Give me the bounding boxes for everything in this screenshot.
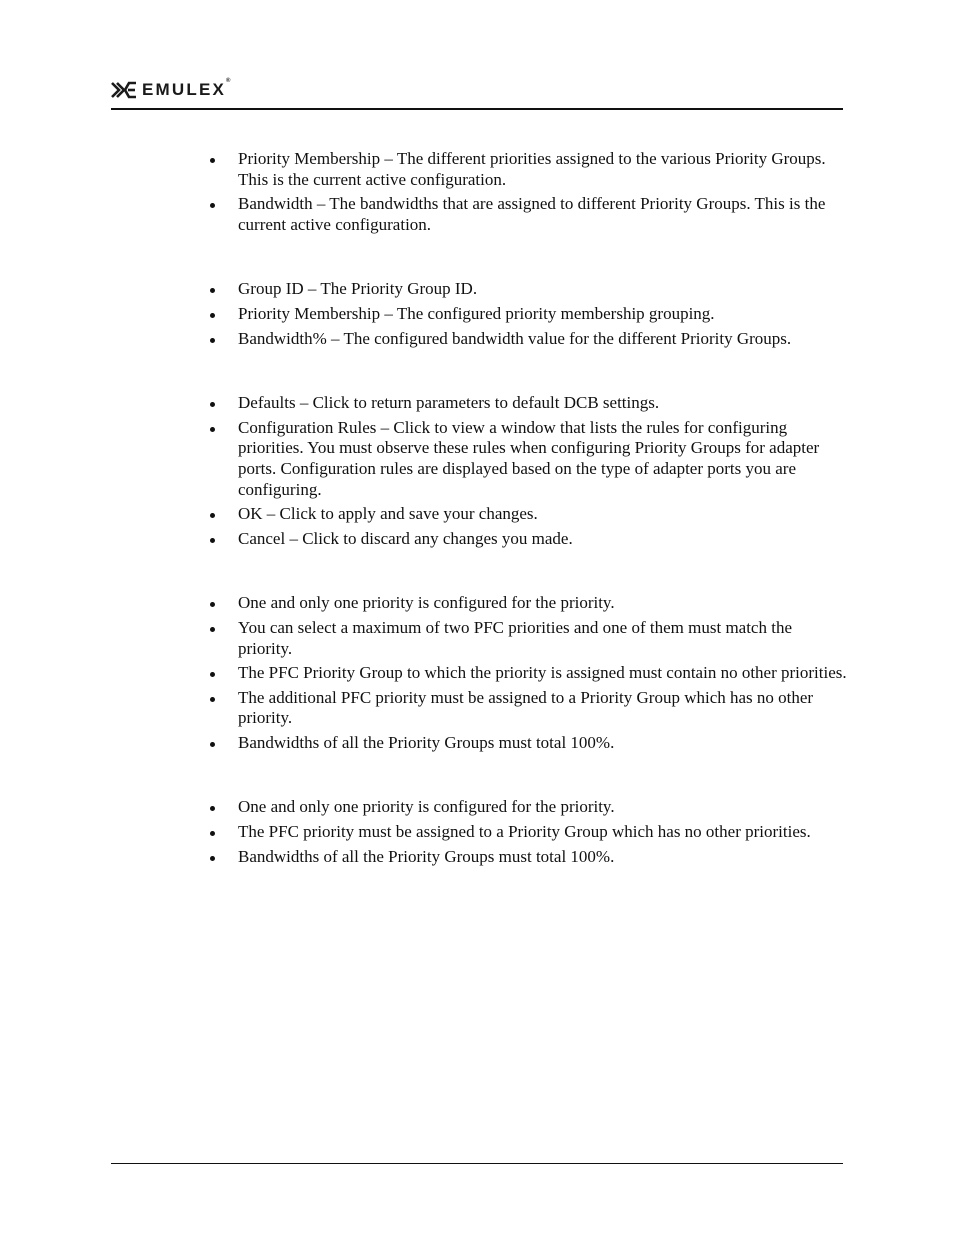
list-item: You can select a maximum of two PFC priorities and one of them must match the priority.	[208, 618, 848, 659]
header-rule	[111, 108, 843, 110]
section-buttons	[208, 393, 848, 549]
list-item: Group ID – The Priority Group ID.	[208, 279, 848, 300]
list-item: Bandwidths of all the Priority Groups must total 100%.	[208, 847, 848, 868]
list-item: Cancel – Click to discard any changes you made.	[208, 529, 848, 550]
section-rules-b	[208, 797, 848, 867]
list-item: One and only one priority is configured for the priority.	[208, 797, 848, 818]
section-configured-groups	[208, 279, 848, 349]
list-item: Priority Membership – The configured priority membership grouping.	[208, 304, 848, 325]
list-item: Defaults – Click to return parameters to default DCB settings.	[208, 393, 848, 414]
list-item: The PFC Priority Group to which the priority is assigned must contain no other priorities.	[208, 663, 848, 684]
list-item: The PFC priority must be assigned to a Priority Group which has no other priorities.	[208, 822, 848, 843]
list-item: Bandwidth% – The configured bandwidth value for the different Priority Groups.	[208, 329, 848, 350]
list-item: Bandwidths of all the Priority Groups must total 100%.	[208, 733, 848, 754]
list-item: Bandwidth – The bandwidths that are assigned to different Priority Groups. This is the current active configuration.	[208, 194, 848, 235]
emulex-logo	[111, 80, 230, 100]
list-item: The additional PFC priority must be assigned to a Priority Group which has no other priority.	[208, 688, 848, 729]
list-item: OK – Click to apply and save your changes.	[208, 504, 848, 525]
footer-rule	[111, 1163, 843, 1164]
section-rules-a	[208, 593, 848, 753]
list-item: Priority Membership – The different priorities assigned to the various Priority Groups. This is the current active configuration.	[208, 149, 848, 190]
logo-wordmark: EMULEX®	[142, 78, 231, 99]
list-item: One and only one priority is configured for the priority.	[208, 593, 848, 614]
emulex-logo-mark-icon	[111, 81, 137, 99]
list-item: Configuration Rules – Click to view a window that lists the rules for configuring priorities. You must observe these rules when configuring Priority Groups for adapter ports. Configuration rules are displayed based on the type of adapter ports you are configuring.	[208, 418, 848, 500]
section-current-config	[208, 149, 848, 235]
document-body	[208, 149, 848, 911]
